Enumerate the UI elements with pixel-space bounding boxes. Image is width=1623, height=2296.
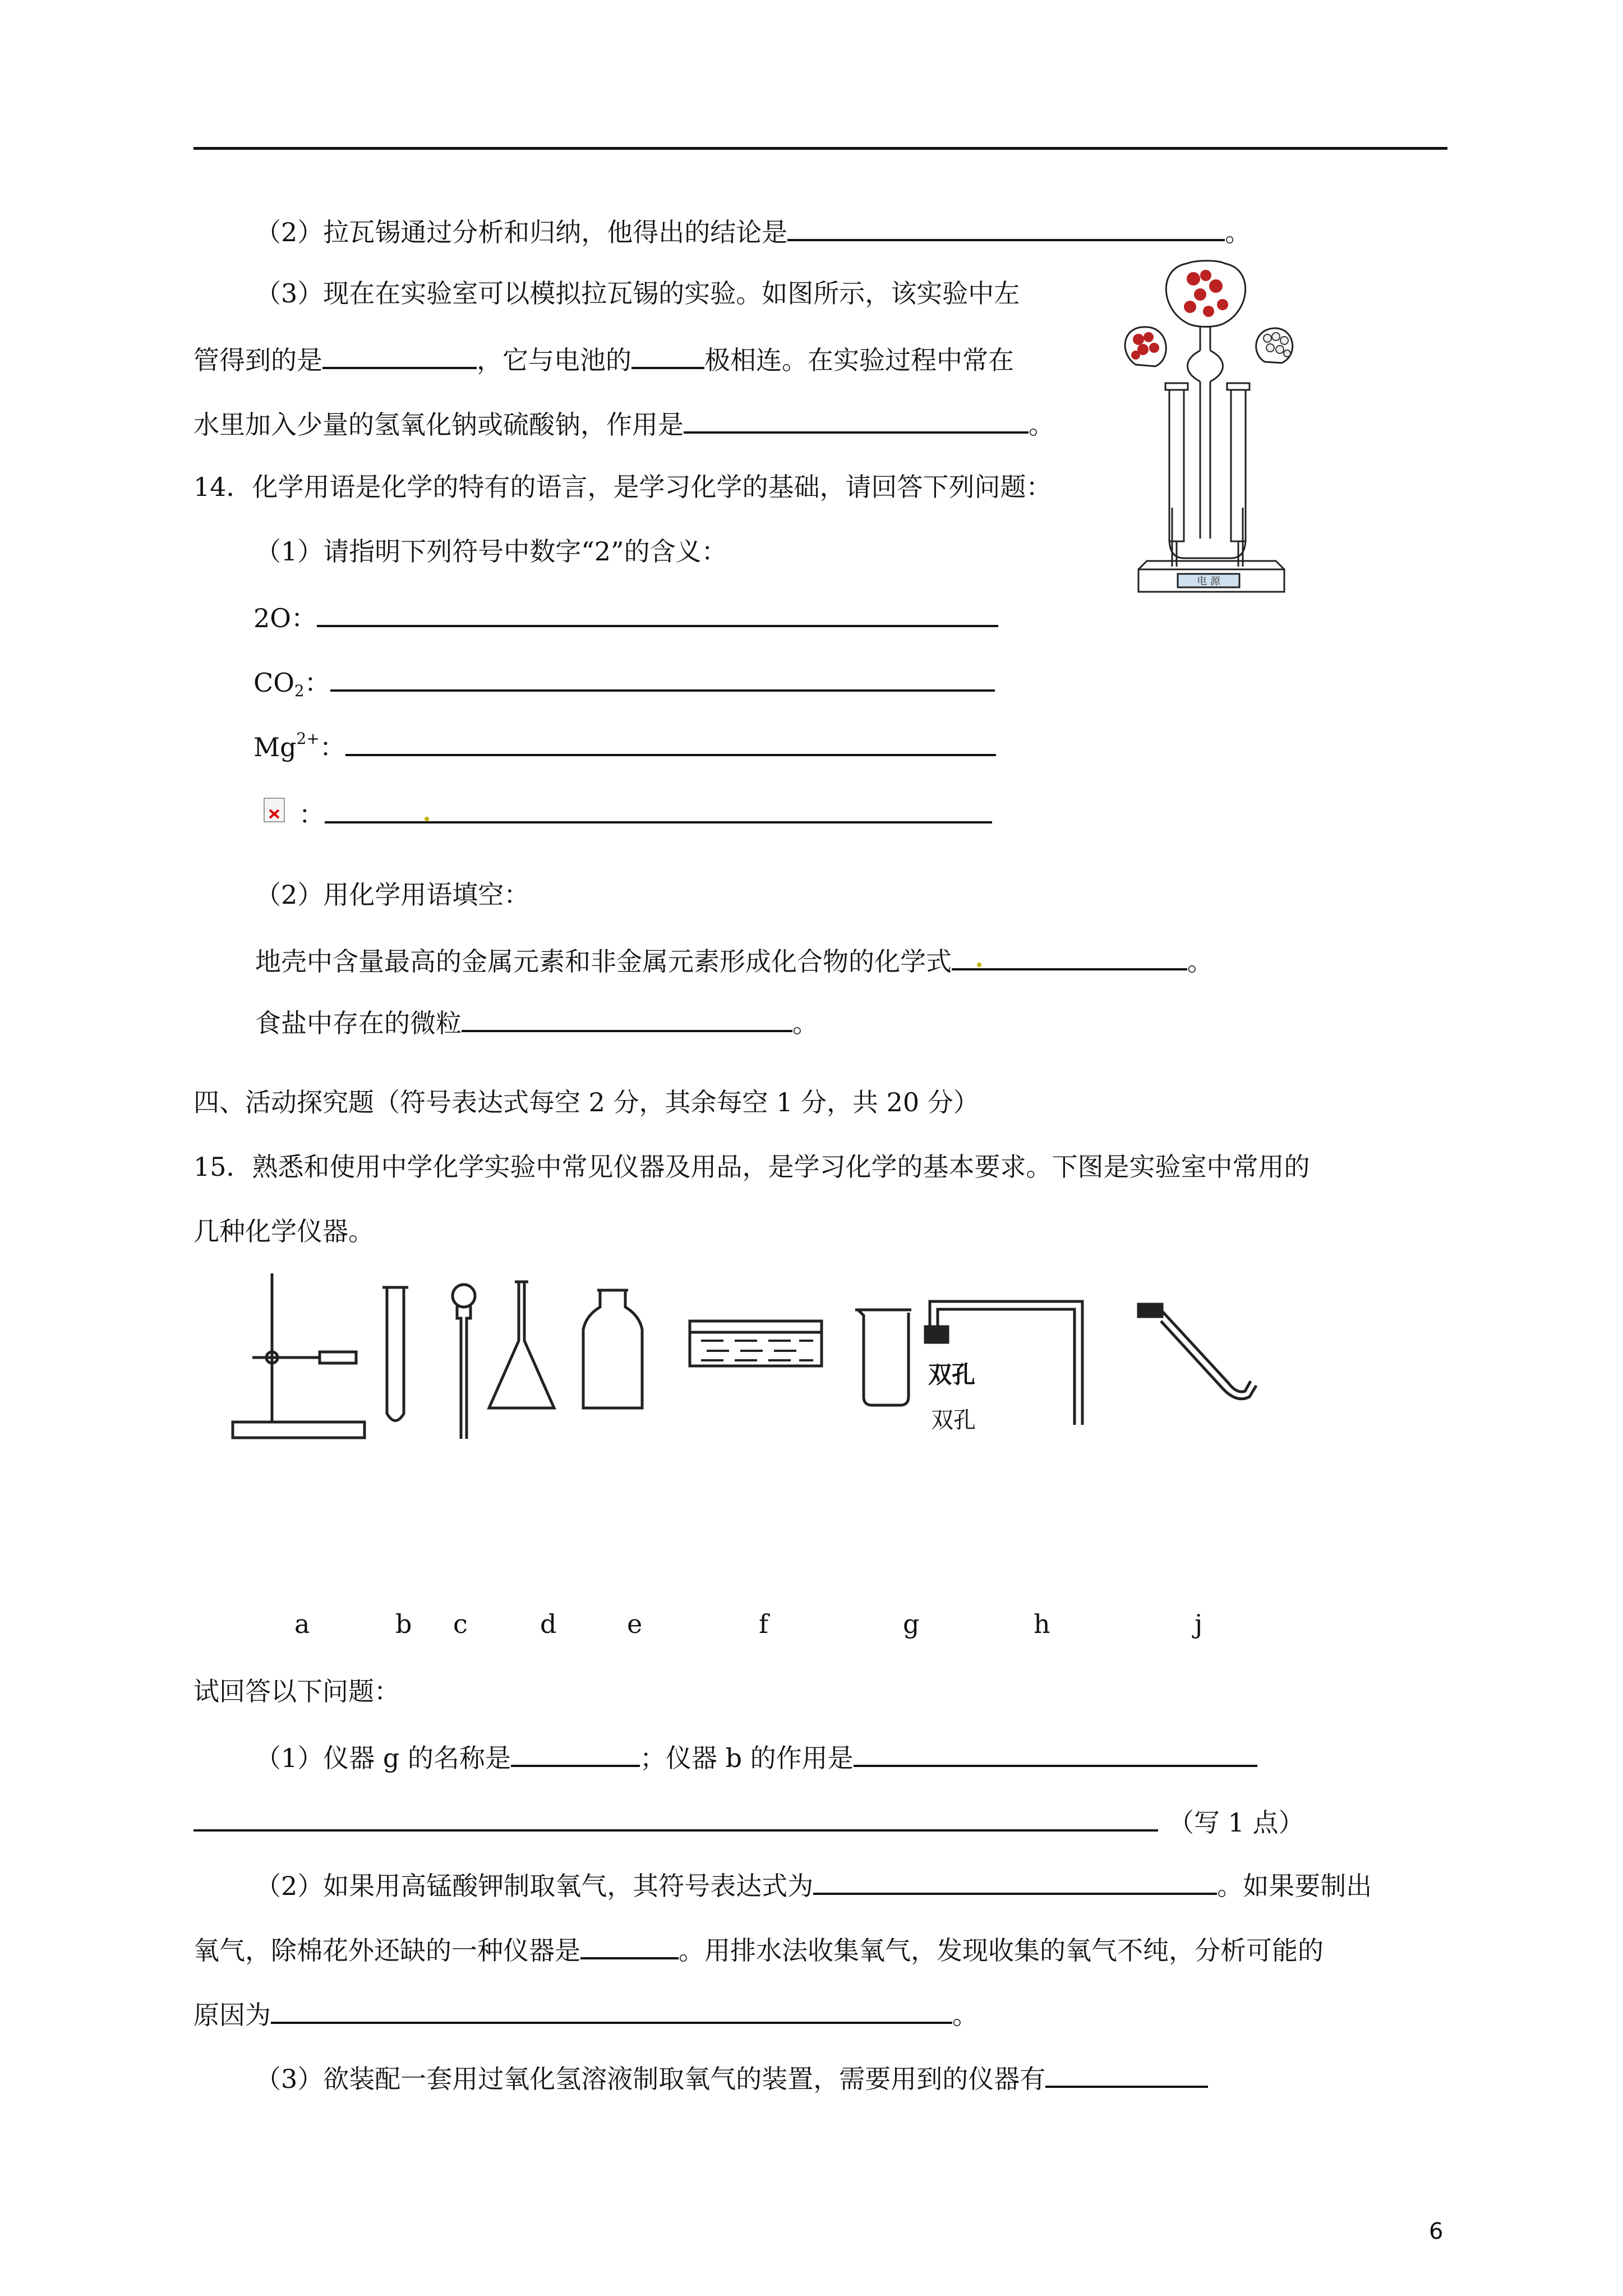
- answer-blank[interactable]: [325, 795, 992, 823]
- instruments-drawing: [230, 1262, 1267, 1447]
- q15-part3: （3）欲装配一套用过氧化氢溶液制取氧气的装置，需要用到的仪器有: [255, 2060, 1208, 2096]
- answer-blank[interactable]: [631, 341, 704, 369]
- answer-blank[interactable]: [511, 1739, 640, 1767]
- answer-blank[interactable]: [330, 664, 995, 692]
- answer-blank[interactable]: [322, 341, 477, 369]
- answer-blank[interactable]: [580, 1931, 679, 1959]
- instrument-label-f: f: [759, 1609, 769, 1639]
- q14-part1: （1）请指明下列符号中数字“2”的含义：: [255, 536, 727, 567]
- q13-part3-line3: 水里加入少量的氢氧化钠或硫酸钠，作用是 。: [193, 406, 1054, 441]
- answer-blank[interactable]: [854, 1739, 1257, 1767]
- q13-part3-line1: （3）现在在实验室可以模拟拉瓦锡的实验。如图所示，该实验中左: [255, 278, 1020, 309]
- symbol-2o-row: 2O：: [253, 599, 998, 635]
- symbol-mg2plus-row: $Mg^{2+}$：: [253, 728, 996, 764]
- answer-blank[interactable]: [1045, 2060, 1208, 2088]
- page-number: 6: [1429, 2219, 1444, 2244]
- q15-intro-line1: 15．熟悉和使用中学化学实验中常见仪器及用品，是学习化学的基本要求。下图是实验室中常用的: [193, 1152, 1310, 1182]
- answer-blank[interactable]: [271, 1996, 952, 2024]
- q14-fill2: 食盐中存在的微粒 。: [255, 1004, 818, 1040]
- instrument-label-e: e: [627, 1609, 643, 1639]
- answer-blank[interactable]: [193, 1803, 1158, 1832]
- instrument-label-j: j: [1195, 1609, 1203, 1639]
- electrolysis-apparatus-figure: [1116, 255, 1307, 623]
- answer-blank[interactable]: [787, 213, 1225, 241]
- q13-part3-line2: 管得到的是 ，它与电池的 极相连。在实验过程中常在: [193, 341, 1014, 377]
- broken-image-icon: [264, 798, 285, 822]
- stopper-label-1: 双孔: [928, 1361, 976, 1388]
- header-rule: [193, 147, 1447, 150]
- electrolysis-apparatus-drawing: [1116, 255, 1307, 623]
- q13-part2: （2）拉瓦锡通过分析和归纳，他得出的结论是 。: [255, 213, 1251, 249]
- symbol-image-row: ：: [264, 795, 992, 831]
- q15-part2-line1: （2）如果用高锰酸钾制取氧气，其符号表达式为 。如果要制出: [255, 1867, 1372, 1903]
- answer-blank[interactable]: [684, 406, 1029, 434]
- q14-part2: （2）用化学用语填空：: [255, 880, 530, 910]
- instrument-label-d: d: [540, 1609, 557, 1639]
- instrument-label-b: b: [395, 1609, 412, 1639]
- answer-blank[interactable]: [813, 1867, 1217, 1895]
- q15-ask: 试回答以下问题：: [193, 1676, 400, 1706]
- q14-title: 14．化学用语是化学的特有的语言，是学习化学的基础，请回答下列问题：: [193, 472, 1052, 502]
- answer-blank[interactable]: [952, 942, 1187, 970]
- symbol-co2-row: $CO_2$：: [253, 664, 995, 700]
- answer-blank[interactable]: [462, 1004, 792, 1032]
- q15-part1: （1）仪器 g 的名称是 ；仪器 b 的作用是: [255, 1739, 1257, 1775]
- q15-part2-line2: 氧气，除棉花外还缺的一种仪器是 。用排水法收集氧气，发现收集的氧气不纯，分析可能的: [193, 1931, 1324, 1967]
- q15-part1-cont: （写 1 点）: [193, 1803, 1304, 1839]
- instrument-label-g: g: [903, 1609, 920, 1639]
- q15-part2-line3: 原因为 。: [193, 1996, 978, 2032]
- section4-title: 四、活动探究题（符号表达式每空 2 分，其余每空 1 分，共 20 分）: [193, 1087, 979, 1117]
- answer-blank[interactable]: [345, 728, 996, 756]
- answer-blank[interactable]: [317, 599, 998, 627]
- power-label: 电 源: [1197, 576, 1220, 587]
- instrument-label-c: c: [453, 1609, 468, 1639]
- instrument-label-a: a: [294, 1609, 310, 1639]
- instrument-label-h: h: [1034, 1609, 1050, 1639]
- lab-instruments-figure: [230, 1262, 1267, 1447]
- q14-fill1: 地壳中含量最高的金属元素和非金属元素形成化合物的化学式 。: [255, 942, 1213, 978]
- q15-intro-line2: 几种化学仪器。: [193, 1216, 374, 1246]
- stopper-label-2: 双孔: [931, 1407, 976, 1433]
